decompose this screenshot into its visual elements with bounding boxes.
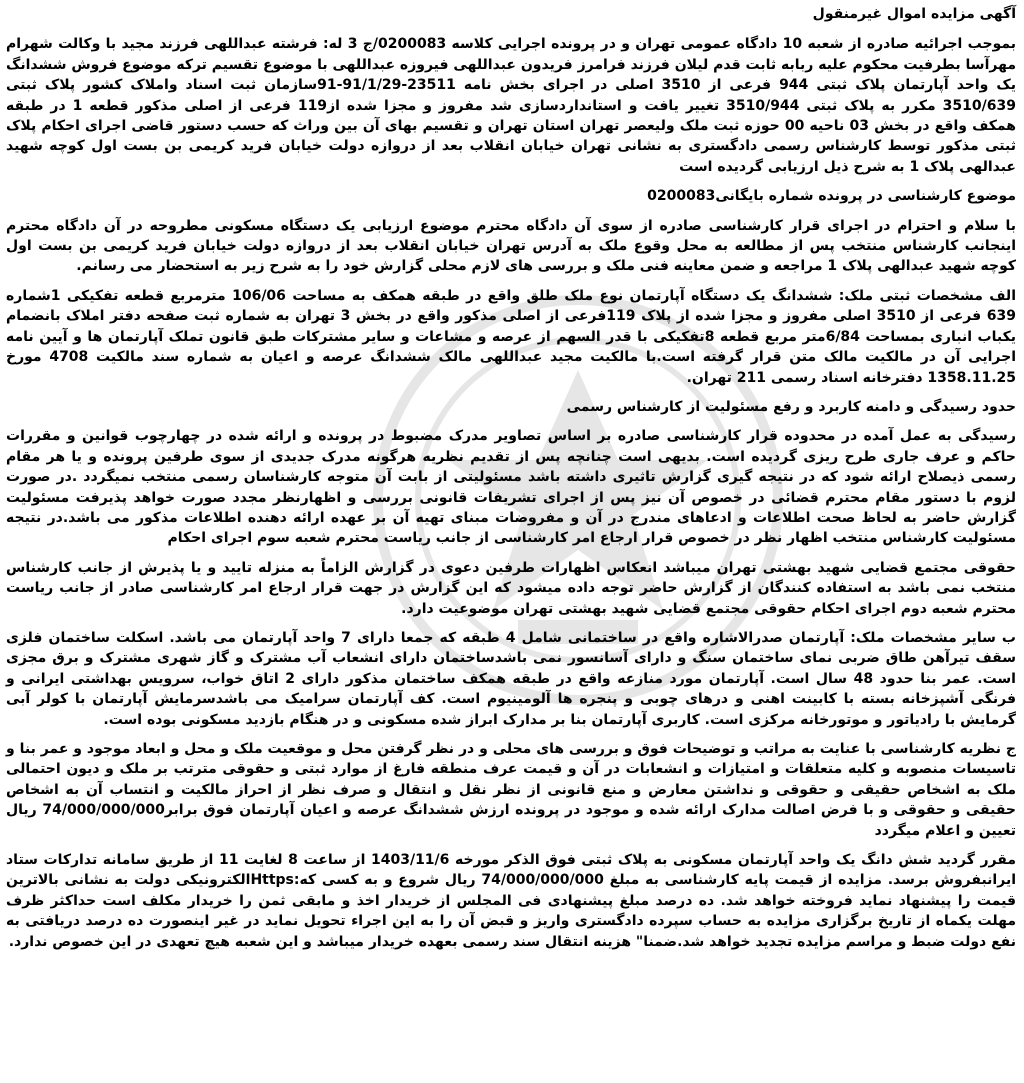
closing-paragraph: مقرر گردید شش دانگ یک واحد آپارتمان مسکونی به پلاک ثبتی فوق الذکر مورخه 1403/11/6 از ساعت 8 لغایت 11 از طریق سامانه تدارکات ستاد ایرانبفروش برسد. مزایده از قیمت پایه کارشناسی به مبلغ 74/000/000/000 ریال شروع و به کسی که:Httpsالکترونیکی دولت به نشانی بالاترین قیمت را پیشنهاد نماید فروخته خواهد شد. ده درصد مبلغ پیشنهادی فی المجلس از خریدار اخذ و مابقی ثمن را خریدار مکلف است حداکثر ظرف مهلت یکماه از تاریخ برگزاری مزایده به حساب سپرده دادگستری واریز و قبض آن را به این اجراء تحویل نماید در غیر اینصورت ده درصد دریافتی به نفع دولت ضبط و مراسم مزایده تجدید خواهد شد.ضمنا" هزینه انتقال سند رسمی بعهده خریدار میباشد و این شعبه هیچ تعهدی در این خصوص ندارد. <box>6 852 1017 950</box>
subject-heading: موضوع کارشناسی در پرونده شماره بایگانی0200083 <box>647 188 1016 205</box>
auction-notice <box>6 4 1016 961</box>
intro-paragraph: بموجب اجرائیه صادره از شعبه 10 دادگاه عمومی تهران و در پرونده اجرایی کلاسه 0200083/ج 3 له: فرشته عبداللهی فرزند مجید با وکالت شهرام مهرآسا بطرفیت محکوم علیه ربابه ثابت قدم لیلان فرزند فرامرز فریدون عبداللهی فیروزه عبداللهی با موضوع تقسیم ترکه موضوع فروش ششدانگ یک واحد آپارتمان پلاک ثبتی 944 فرعی از 3510 اصلی در اجرای بخش نامه 23511-91/1/29-91سازمان ثبت اسناد واملاک کشور پلاک ثبتی 3510/639 مکرر به پلاک ثبتی 3510/944 تغییر یافت و استانداردسازی شد مفروز و مجزا شده از119 فرعی از اصلی مذکور قطعه 1 در طبقه همکف واقع در بخش 03 ناحیه 00 حوزه ثبت ملک ولیعصر تهران استان تهران و تقسیم بهای آن بین وراث که حسب دستور قاضی اجرای احکام پلاک ثبتی مذکور توسط کارشناس رسمی دادگستری به نشانی تهران خیابان انقلاب بعد از دروازه دولت خیابان فرید کریمی بن بست اول کوچه شهید عبدالهی پلاک 1 به شرح ذیل ارزیابی گردیده است <box>6 36 1017 175</box>
greeting-paragraph: با سلام و احترام در اجرای قرار کارشناسی صادره از سوی آن دادگاه محترم موضوع ارزیابی یک دستگاه مسکونی مطروحه در آن دادگاه محترم اینجانب کارشناس منتخب پس از مطالعه به محل وقوع ملک به آدرس تهران خیابان انقلاب بعد از دروازه دولت خیابان فرید کریمی بن بست اول کوچه شهید عبدالهی پلاک 1 مراجعه و ضمن معاینه فنی ملک و بررسی های لازم محلی گزارش خود را به شرح زیر به استحضار می رسانم. <box>6 217 1016 275</box>
scope-paragraph: رسیدگی به عمل آمده در محدوده قرار کارشناسی صادره بر اساس تصاویر مدرک مضبوط در پرونده و ارائه شده در چهارچوب قوانین و مقررات حاکم و عرف جاری طرح ریزی گردیده است. بدیهی است چنانچه پس از تقدیم نظریه هرگونه مدرک جدیدی از سوی طرفین پرونده و یا هر مقام رسمی ذیصلاح ارائه شود که در نتیجه گیری گزارش تاثیری داشته باشد مسئولیتی از بابت آن متوجه کارشناسان رسمی منتخب نمیگردد .در صورت لزوم با دستور مقام محترم قضائی در خصوص آن نیز پس از اجرای تشریفات قانونی بررسی و اظهارنظر مجدد صورت خواهد پذیرفت مسئولیت گزارش حاضر به لحاظ صحت اطلاعات و ادعاهای مندرج در آن و مفروضات مبنای تهیه آن بر عهده ارائه دهنده اطلاعات مذکور می باشد.در نتیجه مسئولیت کارشناس منتخب اظهار نظر در خصوص قرار ارجاع امر کارشناسی از جانب ریاست محترم شعبه سوم اجرای احکام <box>6 428 1016 547</box>
page-title: آگهی مزایده اموال غیرمنقول <box>812 6 1016 22</box>
section-c-paragraph: ج نظریه کارشناسی با عنایت به مراتب و توضیحات فوق و بررسی های محلی و در نظر گرفتن محل و موقعیت ملک و محل و ابعاد موجود و عمر بنا و تاسیسات منصوبه و کلیه متعلقات و امتیازات و انشعابات در آن و قیمت عرف منطقه فارغ از موارد ثبتی و حقوقی مترتب بر ملک و دیون احتمالی ملک به اشخاص حقیقی و حقوقی و نداشتن معارض و منع قانونی از نظر نقل و انتقال و صرف نظر از احراز مالکیت و انتساب آن به اشخاص حقیقی و حقوقی و با فرض اصالت مدارک ارائه شده و موجود در پرونده ارزش ششدانگ عرصه و اعیان آپارتمان فوق برابر74/000/000/000 ریال تعیین و اعلام میگردد <box>6 741 1016 839</box>
section-a-paragraph: الف مشخصات ثبتی ملک: ششدانگ یک دستگاه آپارتمان نوع ملک طلق واقع در طبقه همکف به مساحت 106/06 مترمربع قطعه تفکیکی 1شماره 639 فرعی از 3510 اصلی مفروز و مجزا شده از پلاک 119فرعی از اصلی مذکور واقع در بخش 3 تهران به شماره ثبت صفحه دفتر املاک بانضمام یکباب انباری بمساحت 6/84متر مربع قطعه 8تفکیکی با قدر السهم از عرصه و مشاعات و سایر مشترکات طبق قانون تملک آپارتمان ها و آیین نامه اجرایی آن در مالکیت مالک متن قرار گرفته است.با مالکیت مجید عبداللهی مالک ششدانگ عرصه و اعیان به شماره سند مالکیت 4708 مورخ 1358.11.25 دفترخانه اسناد رسمی 211 تهران. <box>6 287 1016 386</box>
scope-heading: حدود رسیدگی و دامنه کاربرد و رفع مسئولیت از کارشناس رسمی <box>566 398 1016 415</box>
scope-paragraph-2: حقوقی مجتمع قضایی شهید بهشتی تهران میباشد انعکاس اظهارات طرفین دعوی در گزارش الزاماً به منزله تایید و یا پذیرش از جانب کارشناس منتخب نمی باشد به استفاده کنندگان از گزارش حاضر توجه داده میشود که این گزارش در جهت قرار ارجاع امر کارشناسی صادر از جانب ریاست محترم شعبه دوم اجرای احکام حقوقی مجتمع قضایی شهید بهشتی تهران موضوعیت دارد. <box>6 559 1016 617</box>
section-b-paragraph: ب سایر مشخصات ملک: آپارتمان صدرالاشاره واقع در ساختمانی شامل 4 طبقه که جمعا دارای 7 واحد آپارتمان می باشد. اسکلت ساختمان فلزی سقف تیرآهن طاق ضربی نمای ساختمان سنگ و دارای آسانسور نمی باشدساختمان دارای انشعاب آب مشترک و گاز شهری مشترک و برق مجزی است. عمر بنا حدود 48 سال است. آپارتمان مورد منازعه واقع در طبقه همکف ساختمان مذکور دارای 2 اتاق خواب، سرویس بهداشتی ایرانی و فرنگی آشپزخانه بسته با کابینت اهنی و درهای چوبی و پنجره ها آلومینیوم است. کف آپارتمان سرامیک می باشدسرمایش آپارتمان با کولر آبی گرمایش با رادیاتور و موتورخانه مرکزی است. کاربری آپارتمان بنا بر مدارک ابراز شده مسکونی و در هنگام بازدید مسکونی بوده است. <box>6 629 1017 728</box>
